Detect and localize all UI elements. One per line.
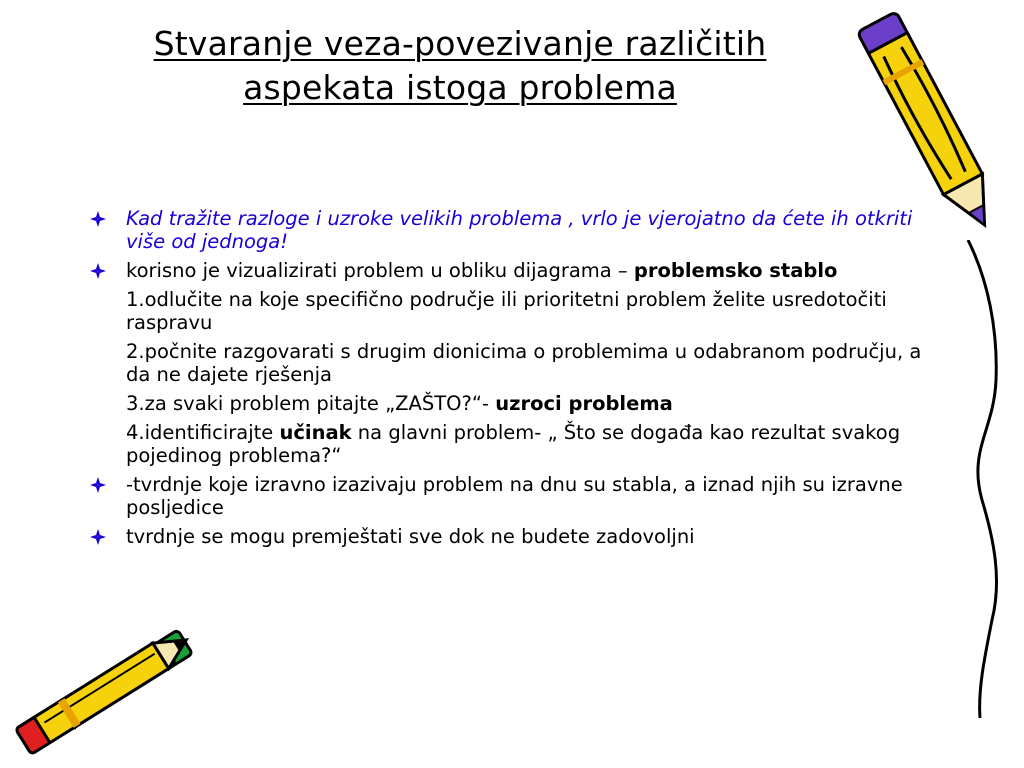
title-line-1: Stvaranje veza-povezivanje različitih <box>153 24 767 63</box>
bullet-list <box>90 207 930 554</box>
bullet-text: -tvrdnje koje izravno izazivaju problem na dnu su stabla, a iznad njih su izravne posljedice <box>126 473 903 519</box>
list-item <box>90 259 930 282</box>
sub-item <box>90 392 930 415</box>
diamond-bullet-icon <box>90 263 106 279</box>
list-item <box>90 525 930 548</box>
sub-item-text: 4.identificirajte <box>126 421 280 444</box>
page-title <box>60 22 860 110</box>
diamond-bullet-icon <box>90 477 106 493</box>
title-line-2: aspekata istoga problema <box>243 68 677 107</box>
sub-item-text: 3.za svaki problem pitajte „ZAŠTO?“- <box>126 392 496 415</box>
sub-item <box>90 288 930 334</box>
bullet-text: Kad tražite razloge i uzroke velikih problema , vrlo je vjerojatno da ćete ih otkriti više od jednoga! <box>126 207 913 253</box>
sub-item-text: 1.odlučite na koje specifično područje ili prioritetni problem želite usredotočiti raspravu <box>126 288 887 334</box>
sub-item-bold-text: uzroci problema <box>495 392 673 415</box>
list-item <box>90 473 930 519</box>
diamond-bullet-icon <box>90 211 106 227</box>
pencil-icon <box>856 2 1006 242</box>
sub-item <box>90 340 930 386</box>
sub-item-text: 2.počnite razgovarati s drugim dionicima o problemima u odabranom području, a da ne dajete rješenja <box>126 340 922 386</box>
sub-item <box>90 421 930 467</box>
bullet-text: korisno je vizualizirati problem u obliku dijagrama – <box>126 259 634 282</box>
sub-item-bold-text: učinak <box>279 421 352 444</box>
bullet-bold-text: problemsko stablo <box>633 259 838 282</box>
list-item <box>90 207 930 253</box>
sub-item-text: na glavni problem- „ Što se događa kao rezultat svakog pojedinog problema?“ <box>126 421 901 467</box>
bullet-text: tvrdnje se mogu premještati sve dok ne budete zadovoljni <box>126 525 695 548</box>
pencils-icon <box>0 618 210 768</box>
diamond-bullet-icon <box>90 529 106 545</box>
squiggle-line-icon <box>958 240 1018 720</box>
